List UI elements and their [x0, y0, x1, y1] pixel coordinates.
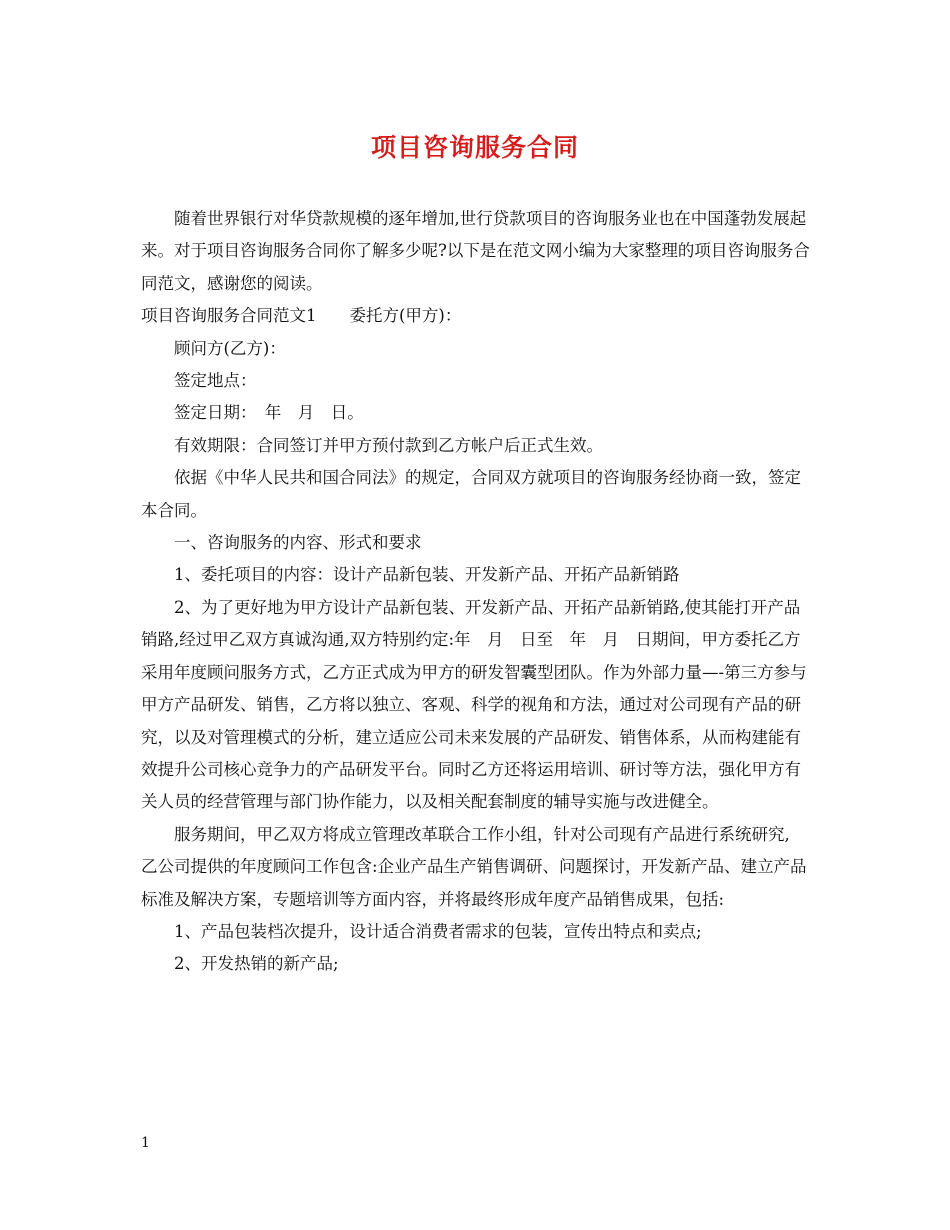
paragraph-service-period: 服务期间，甲乙双方将成立管理改革联合工作小组，针对公司现有产品进行系统研究, 乙公司提供的年度顾问工作包含:企业产品生产销售调研、问题探讨，开发新产品、建立产品标准及解决方案，专题培训等方面内容，并将最终形成年度产品销售成果，包括:	[141, 824, 807, 909]
paragraph-item-1: 1、委托项目的内容：设计产品新包装、开发新产品、开拓产品新销路	[174, 565, 680, 585]
paragraph-result-2: 2、开发热销的新产品;	[174, 954, 339, 974]
paragraph-sample-heading: 项目咨询服务合同范文1 委托方(甲方)：	[141, 306, 462, 326]
paragraph-signing-date: 签定日期： 年 月 日。	[174, 403, 364, 423]
section-heading-1: 一、咨询服务的内容、形式和要求	[174, 533, 422, 553]
paragraph-signing-place: 签定地点：	[174, 371, 257, 391]
paragraph-basis: 依据《中华人民共和国合同法》的规定，合同双方就项目的咨询服务经协商一致，签定本合同。	[141, 468, 801, 520]
paragraph-result-1: 1、产品包装档次提升，设计适合消费者需求的包装，宣传出特点和卖点;	[174, 921, 702, 941]
document-title: 项目咨询服务合同	[370, 133, 579, 162]
paragraph-item-2: 2、为了更好地为甲方设计产品新包装、开发新产品、开拓产品新销路,使其能打开产品销路,经过甲乙双方真诚沟通,双方特别约定:年 月 日至 年 月 日期间，甲方委托乙方采用年度顾问服务方式，乙方正式成为甲方的研发智囊型团队。作为外部力量—-第三方参与甲方产品研发、销售，乙方将以独立、客观、科学的视角和方法，通过对公司现有产品的研究，以及对管理模式的分析，建立适应公司未来发展的产品研发、销售体系，从而构建能有效提升公司核心竞争力的产品研发平台。同时乙方还将运用培训、研讨等方法，强化甲方有关人员的经营管理与部门协作能力，以及相关配套制度的辅导实施与改进健全。	[141, 597, 807, 812]
page-number: 1	[141, 1135, 150, 1151]
document-body	[141, 203, 811, 981]
paragraph-intro: 随着世界银行对华贷款规模的逐年增加,世行贷款项目的咨询服务业也在中国蓬勃发展起来。对于项目咨询服务合同你了解多少呢?以下是在范文网小编为大家整理的项目咨询服务合同范文，感谢您的阅读。	[141, 209, 810, 293]
paragraph-consultant: 顾问方(乙方)：	[174, 338, 286, 358]
paragraph-validity: 有效期限：合同签订并甲方预付款到乙方帐户后正式生效。	[174, 435, 603, 455]
